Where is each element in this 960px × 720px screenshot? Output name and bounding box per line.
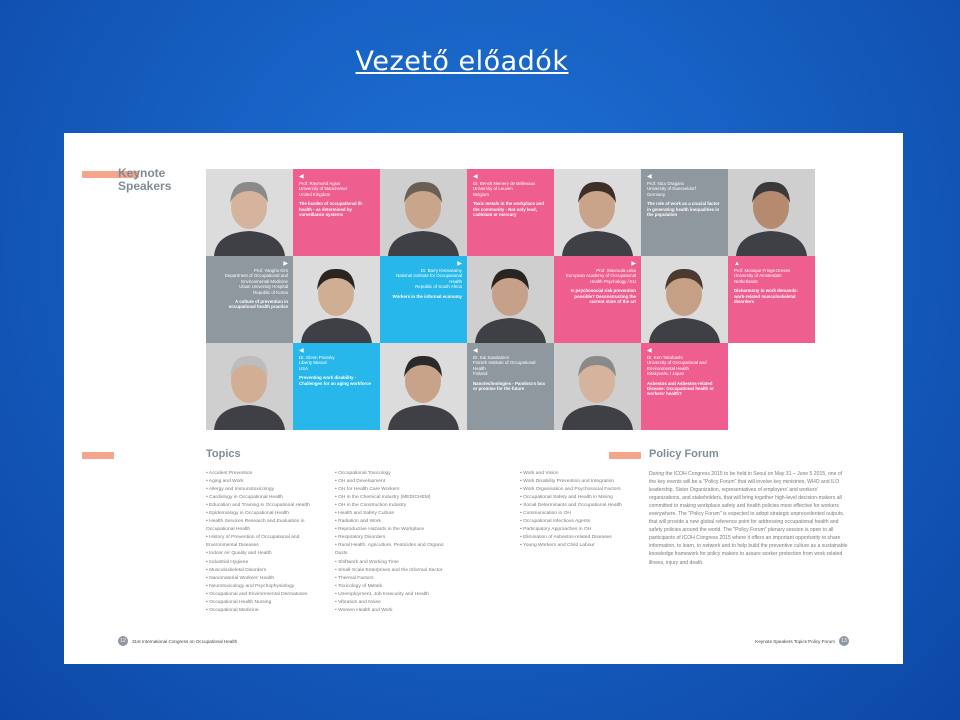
speaker-topic: The burden of occupational ill-health - as determined by surveillance systems: [299, 201, 363, 217]
speaker-affiliation: Finnish Institute of Occupational Health: [473, 360, 536, 371]
arrow-right-icon: ▶: [283, 261, 288, 267]
speaker-country: USA: [299, 365, 309, 371]
speaker-country: United Kingdom: [299, 191, 331, 197]
topic-item: • Occupational Medicine: [206, 607, 259, 613]
topic-item: • OH in the Construction Industry: [335, 503, 407, 509]
speaker-photo: [728, 169, 815, 256]
speaker-card: [467, 343, 554, 430]
speaker-topic: Preventing work disability - Challenges for an aging workforce: [299, 375, 371, 386]
topic-item: • Neurotoxicology and Psychophysiology: [206, 583, 295, 589]
speaker-country: Republic of Korea: [253, 289, 288, 295]
topics-column-2: [335, 470, 444, 615]
speaker-card: [467, 169, 554, 256]
footer-left: [118, 636, 237, 646]
speaker-country: Republic of South Africa: [415, 284, 462, 290]
topic-item: • Allergy and Immunotoxicology: [206, 487, 275, 493]
topic-item: Dusts: [335, 551, 348, 557]
speaker-topic: Is psychosocial risk prevention possible? Deconstructing the current state of the art: [570, 288, 636, 304]
topic-item: • Work Disability Prevention and Integration: [520, 479, 615, 485]
topic-item: • Aging and Work: [206, 479, 244, 485]
topic-item: • Musculoskeletal Disorders: [206, 567, 267, 573]
speaker-topic: Disharmony in work demands: work-related musculoskeletal disorders: [734, 288, 798, 304]
speaker-topic: Toxic metals in the workplace and the community - Not only lead, cadmium or mercury: [473, 201, 544, 217]
speaker-name: Prof. Stavroula Leka: [596, 268, 636, 273]
portrait-icon: [554, 169, 641, 256]
topic-item: • Occupational Health Nursing: [206, 599, 272, 605]
speaker-card: [206, 256, 293, 343]
topic-item: • Thermal Factors: [335, 575, 374, 581]
portrait-icon: [380, 169, 467, 256]
topic-item: • Toxicology of Metals: [335, 583, 383, 589]
speaker-name: Dr. Glenn Pransky: [299, 355, 335, 360]
topic-item: • Occupational Toxicology: [335, 471, 391, 476]
topic-item: • Health Services Research and Evaluation in: [206, 519, 305, 525]
speaker-card: [293, 343, 380, 430]
topic-item: • Accident Prevention: [206, 471, 253, 476]
speaker-photo: [554, 169, 641, 256]
speaker-name: Prof. Yangho Kim: [253, 268, 288, 273]
speaker-photo: [554, 343, 641, 430]
topic-item: • History of Prevention of Occupational and: [206, 535, 300, 541]
topic-item: • Small-Scale Enterprises and the Informal Sector: [335, 567, 443, 573]
arrow-right-icon: ▶: [631, 261, 636, 267]
topic-item: • Communication in OH: [520, 511, 571, 517]
speaker-photo: [467, 256, 554, 343]
topic-item: • Elimination of Asbestos-related Diseases: [520, 535, 612, 541]
policy-heading: Policy Forum: [649, 448, 719, 460]
speaker-country: Germany: [647, 191, 666, 197]
arrow-left-icon: ◀: [647, 348, 652, 354]
topic-item: Occupational Health: [206, 527, 251, 533]
arrow-right-icon: ▶: [457, 261, 462, 267]
topic-item: • Reproductive Hazards in the Workplace: [335, 527, 425, 533]
topic-item: • Nanomaterial Workers' Health: [206, 575, 275, 581]
arrow-left-icon: ◀: [473, 174, 478, 180]
topic-item: • Social Determinants and Occupational Health: [520, 503, 622, 509]
speaker-topic: Nanotechnologies - Pandora's box or promise for the future: [473, 380, 546, 391]
section-marker: [82, 452, 114, 459]
speaker-affiliation: University of Manchester: [299, 186, 348, 192]
footer-nav-text: Keynote Speakers Topics Policy Forum: [755, 638, 835, 644]
speaker-name: Prof. Nico Dragano: [647, 181, 685, 186]
speaker-card: [380, 256, 467, 343]
speaker-card: [641, 169, 728, 256]
arrow-left-icon: ◀: [473, 348, 478, 354]
speaker-photo: [380, 169, 467, 256]
slide-title: Vezető előadók: [355, 46, 569, 77]
topic-item: • Women Health and Work: [335, 607, 393, 613]
topic-item: • Radiation and Work: [335, 519, 381, 525]
footer-text: 31st International Congress on Occupational Health: [132, 638, 238, 644]
portrait-icon: [206, 343, 293, 430]
topic-item: • Epidemiology in Occupational Health: [206, 511, 289, 517]
keynote-heading-line2: Speakers: [118, 179, 172, 194]
speaker-country: Finland: [473, 371, 488, 377]
topic-item: Environmental Diseases: [206, 543, 259, 549]
arrow-left-icon: ◀: [647, 174, 652, 180]
speaker-name: Dr. Ken Takahashi: [647, 355, 683, 360]
speaker-affiliation: University of Leuven: [473, 186, 513, 192]
speaker-topic: Asbestos and Asbestos-related Disease: Occupational health or workers' health?: [647, 380, 714, 397]
speaker-affiliation: Department of Occupational and Environmental Medicine: [224, 273, 288, 284]
topic-item: • Education and Training in Occupational Health: [206, 503, 310, 509]
topic-item: • Rural Health: Agriculture, Pesticides and Organic: [335, 543, 445, 549]
speaker-card: [641, 343, 728, 430]
topic-item: • Occupational Infectious Agents: [520, 519, 591, 525]
topics-column-3: [520, 470, 622, 550]
topic-item: • Vibration and Noise: [335, 599, 381, 605]
speaker-card: [293, 169, 380, 256]
keynote-heading-line1: Keynote: [118, 166, 166, 180]
topic-item: • Work and Vision: [520, 471, 559, 476]
footer-right: [755, 636, 849, 646]
speaker-photo: [206, 169, 293, 256]
speaker-name: Dr. Kai Savolainen: [473, 355, 510, 360]
brochure-image: [64, 133, 903, 664]
speaker-name: Prof. Raymond Agius: [299, 181, 341, 186]
speaker-name: Dr. Barry Kistnasamy: [420, 268, 462, 273]
speaker-topic: Workers in the informal economy: [392, 293, 462, 299]
speaker-affiliation: Liberty Mutual: [299, 360, 327, 366]
page-number: 12: [118, 636, 128, 646]
topic-item: • Young Workers and Child Labour: [520, 543, 595, 549]
speaker-affiliation: University of Occupational and Environmental Health: [647, 360, 707, 371]
topic-item: • Work Organisation and Psychosocial Factors: [520, 487, 621, 493]
speaker-card: [554, 256, 641, 343]
portrait-icon: [380, 343, 467, 430]
arrow-up-icon: ▲: [734, 261, 740, 267]
speaker-country: Netherlands: [734, 278, 758, 284]
page-number: 13: [839, 636, 849, 646]
topic-item: • OH for Health Care Workers: [335, 487, 400, 493]
speaker-photo: [641, 256, 728, 343]
topic-item: • OH and Development: [335, 479, 386, 485]
speaker-affiliation: Ulsan University Hospital: [239, 284, 288, 290]
topic-item: • OH in the Chemical Industry (MEDICHEM): [335, 495, 431, 501]
speaker-photo: [293, 256, 380, 343]
keynote-heading: [118, 167, 171, 193]
portrait-icon: [641, 256, 728, 343]
speaker-name: Prof. Monique Frings-Dresen: [734, 268, 791, 273]
policy-text: During the ICOH Congress 2015 to be held in Seoul on May 31 – June 5 2015, one of the key events will be a "Policy Forum" that will involve key ministries, WHO and ILO leadership, Sister Organization, representatives of employers' and workers' organizations, and stakeholders, that will bring together high-level decision-makers all committed to making workplace safety and health policies more effective for workers everywhere. The "Policy Forum" is expected to adopt strategic unprecedented outputs, that will provide a new global reference point for addressing occupational health and safety policies around the world. The "Policy Forum" plenary session is open to all participants of ICOH Congress 2015 where it offers an important opportunity to share information, to learn, to network and to help build the preventive culture as a sustainable knowledge framework for policy makers to assure worker protection from work-related illness, injury and death.: [649, 471, 848, 566]
portrait-icon: [206, 169, 293, 256]
speaker-affiliation: European Academy of Occupational: [565, 273, 636, 279]
speaker-affiliation: University of Amsterdam: [734, 273, 782, 279]
topic-item: • Shiftwork and Working Time: [335, 559, 399, 565]
speaker-card: [728, 256, 815, 343]
topic-item: • Occupational and Environmental Dermatoses: [206, 591, 308, 597]
speaker-affiliation: National Institute for Occupational Health: [396, 273, 462, 284]
speaker-photo: [206, 343, 293, 430]
portrait-icon: [293, 256, 380, 343]
topic-item: • Industrial Hygiene: [206, 559, 249, 565]
topics-heading: Topics: [206, 448, 241, 460]
speaker-topic: The role of work as a crucial factor in generating health inequalities in the population: [647, 201, 720, 217]
section-marker: [609, 452, 641, 459]
portrait-icon: [728, 169, 815, 256]
arrow-left-icon: ◀: [299, 348, 304, 354]
portrait-icon: [467, 256, 554, 343]
speaker-country: Kitakyushu / Japan: [647, 371, 685, 377]
topic-item: • Participatory Approaches in OH: [520, 527, 592, 533]
topic-item: • Health and Safety Culture: [335, 511, 395, 517]
topics-column-1: [206, 470, 310, 615]
speaker-name: Dr. Benoit Nemery de Bellevaux: [473, 181, 536, 186]
topic-item: • Unemployment, Job Insecurity and Health: [335, 591, 429, 597]
topic-item: • Cardiology in Occupational Health: [206, 495, 284, 501]
speaker-topic: A culture of prevention in occupational health practice: [228, 298, 288, 310]
speaker-country: Health Psychology / EU: [589, 278, 636, 284]
topic-item: • Respiratory Disorders: [335, 535, 386, 541]
topic-item: • Indoor Air Quality and Health: [206, 551, 272, 557]
arrow-left-icon: ◀: [299, 174, 304, 180]
speaker-country: Belgium: [473, 191, 489, 197]
speaker-affiliation: University of Duesseldorf: [647, 186, 696, 192]
portrait-icon: [554, 343, 641, 430]
speaker-photo: [380, 343, 467, 430]
topic-item: • Occupational Safety and Health in Mining: [520, 495, 613, 501]
